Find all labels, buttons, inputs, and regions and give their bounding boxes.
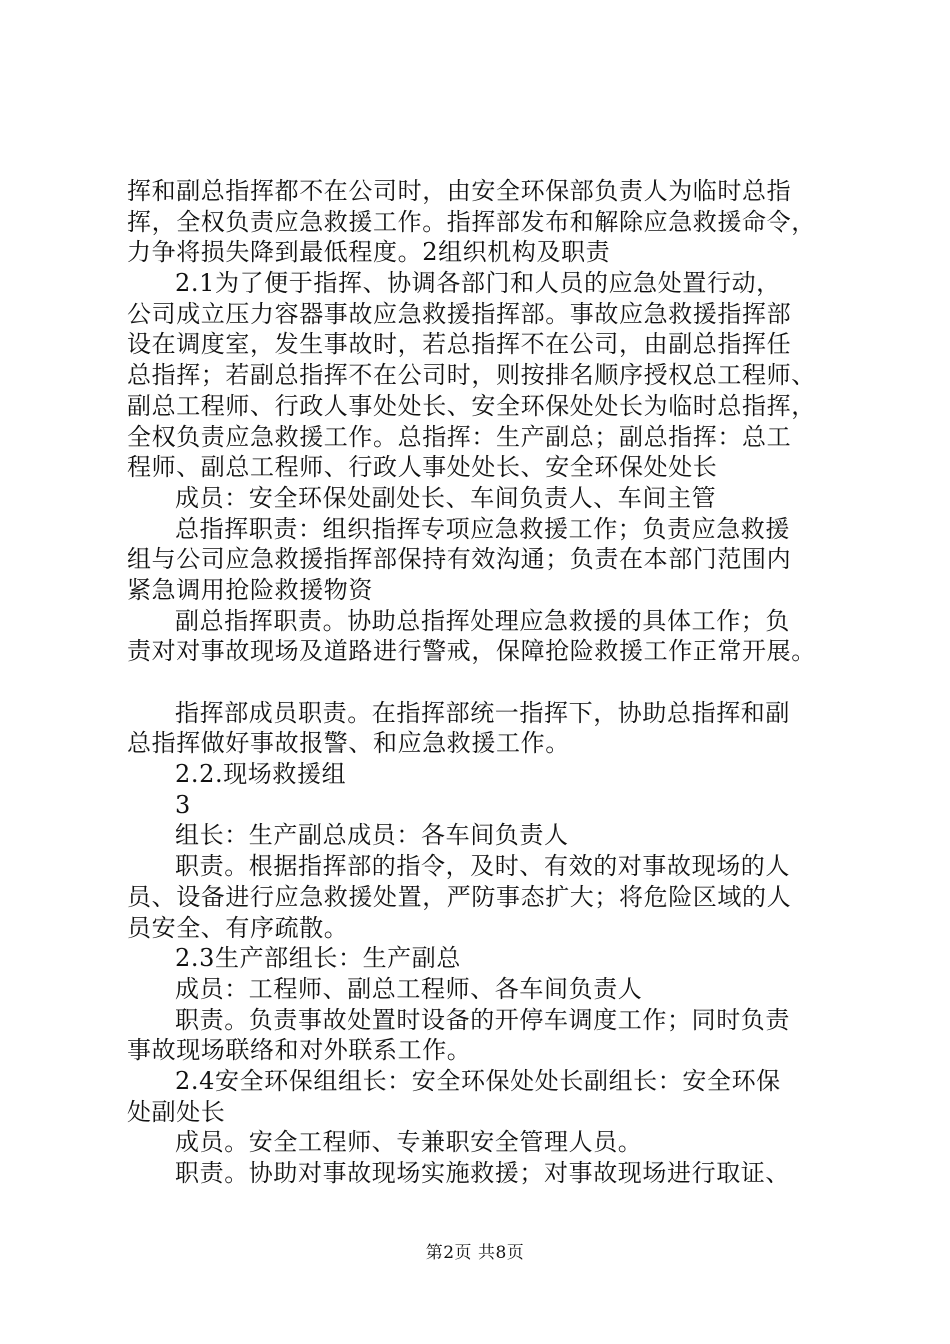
text-line: 2.4安全环保组组长：安全环保处处长副组长：安全环保 bbox=[175, 1066, 781, 1095]
text-line: 副总工程师、行政人事处处长、安全环保处处长为临时总指挥， bbox=[127, 391, 816, 420]
text-line: 程师、副总工程师、行政人事处处长、安全环保处处长 bbox=[127, 453, 718, 482]
text-line: 总指挥职责：组织指挥专项应急救援工作；负责应急救援 bbox=[175, 514, 790, 543]
text-line: 组与公司应急救援指挥部保持有效沟通；负责在本部门范围内 bbox=[127, 545, 792, 574]
text-line: 责对对事故现场及道路进行警戒，保障抢险救援工作正常开展。 bbox=[127, 637, 816, 666]
text-line: 成员：安全环保处副处长、车间负责人、车间主管 bbox=[175, 483, 717, 512]
text-line: 员安全、有序疏散。 bbox=[127, 913, 349, 942]
blank-line bbox=[127, 667, 847, 698]
text-line: 职责。根据指挥部的指令，及时、有效的对事故现场的人 bbox=[175, 852, 790, 881]
text-line: 挥和副总指挥都不在公司时，由安全环保部负责人为临时总指 bbox=[127, 177, 792, 205]
text-line: 副总指挥职责。协助总指挥处理应急救援的具体工作；负 bbox=[175, 606, 790, 635]
text-line: 全权负责应急救援工作。总指挥：生产副总；副总指挥：总工 bbox=[127, 422, 792, 451]
text-line: 事故现场联络和对外联系工作。 bbox=[127, 1036, 472, 1065]
text-line: 紧急调用抢险救援物资 bbox=[127, 575, 373, 604]
page-number-footer: 第2页 共8页 bbox=[425, 1243, 525, 1263]
text-line: 力争将损失降到最低程度。2组织机构及职责 bbox=[127, 238, 611, 267]
text-line: 成员：工程师、副总工程师、各车间负责人 bbox=[175, 974, 643, 1003]
text-line: 2.1为了便于指挥、协调各部门和人员的应急处置行动， bbox=[175, 269, 781, 298]
text-line: 总指挥做好事故报警、和应急救援工作。 bbox=[127, 729, 570, 758]
text-line: 职责。协助对事故现场实施救援；对事故现场进行取证、 bbox=[175, 1159, 790, 1187]
text-line: 3 bbox=[175, 790, 191, 819]
text-line: 总指挥；若副总指挥不在公司时，则按排名顺序授权总工程师、 bbox=[127, 361, 816, 390]
text-line: 设在调度室，发生事故时，若总指挥不在公司，由副总指挥任 bbox=[127, 330, 792, 359]
text-line: 职责。负责事故处置时设备的开停车调度工作；同时负责 bbox=[175, 1005, 790, 1034]
text-line: 处副处长 bbox=[127, 1097, 226, 1126]
text-line: 2.3生产部组长：生产副总 bbox=[175, 944, 461, 973]
text-line: 员、设备进行应急救援处置，严防事态扩大；将危险区域的人 bbox=[127, 882, 792, 911]
text-line: 指挥部成员职责。在指挥部统一指挥下，协助总指挥和副 bbox=[175, 698, 790, 727]
text-line: 2.2.现场救援组 bbox=[175, 760, 347, 789]
text-line: 挥，全权负责应急救援工作。指挥部发布和解除应急救援命令， bbox=[127, 207, 816, 236]
text-line: 公司成立压力容器事故应急救援指挥部。事故应急救援指挥部 bbox=[127, 299, 792, 328]
document-body bbox=[127, 176, 847, 1189]
text-line: 成员。安全工程师、专兼职安全管理人员。 bbox=[175, 1128, 643, 1157]
text-line: 组长：生产副总成员：各车间负责人 bbox=[175, 821, 569, 850]
